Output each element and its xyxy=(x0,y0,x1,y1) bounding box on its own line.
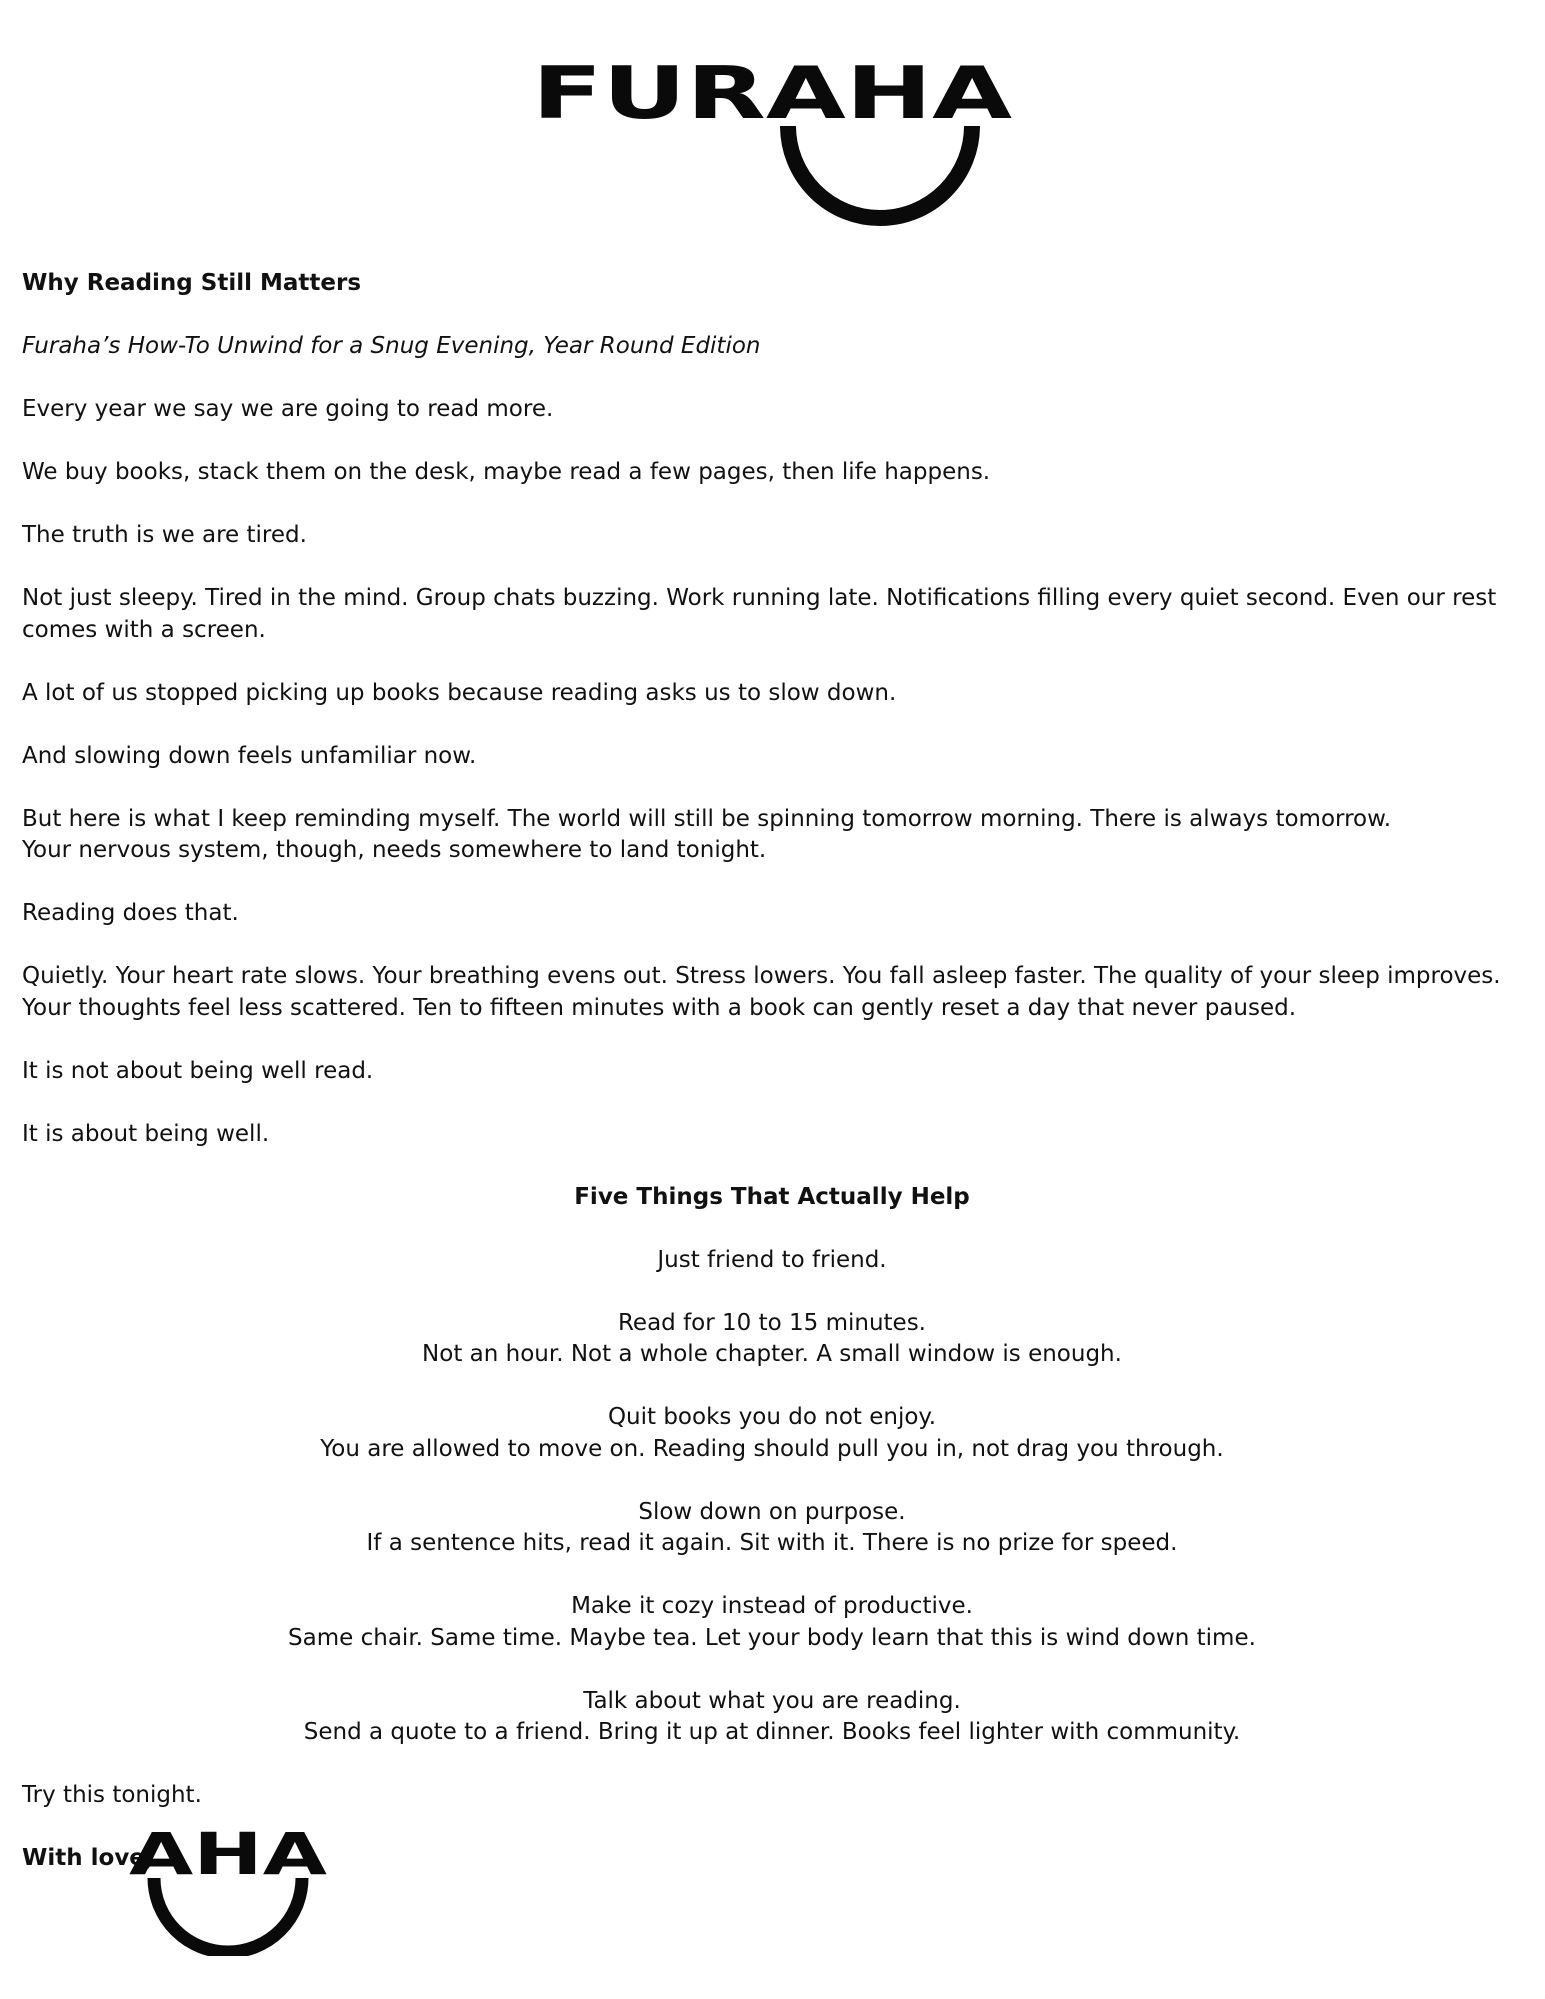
paragraph: Quietly. Your heart rate slows. Your breathing evens out. Stress lowers. You fall asleep faster. The quality of your sleep improves. Your thoughts feel less scattered. Ten to fifteen minutes with a book can gently reset a day that never paused. xyxy=(22,963,1501,1021)
tip-title: Slow down on purpose. xyxy=(638,1498,906,1525)
paragraph: A lot of us stopped picking up books because reading asks us to slow down. xyxy=(22,679,897,706)
tips-heading: Five Things That Actually Help xyxy=(574,1183,970,1210)
paragraph: We buy books, stack them on the desk, maybe read a few pages, then life happens. xyxy=(22,459,991,485)
paragraph: Every year we say we are going to read more. xyxy=(22,396,554,422)
logo-smile-arc xyxy=(788,126,972,218)
tip-title: Talk about what you are reading. xyxy=(583,1687,961,1714)
furaha-logo xyxy=(530,60,1015,230)
signature-smile-arc xyxy=(154,1878,302,1952)
aha-signature-logo xyxy=(128,1826,328,1956)
closing-cta: Try this tonight. xyxy=(22,1782,202,1808)
paragraph: Reading does that. xyxy=(22,900,239,926)
tips-subheading: Just friend to friend. xyxy=(657,1246,887,1273)
signature-wordmark: AHA xyxy=(129,1826,328,1888)
tip-item xyxy=(22,1308,1522,1371)
paragraph: It is not about being well read. xyxy=(22,1057,374,1084)
article-subtitle: Furaha’s How-To Unwind for a Snug Evening, Year Round Edition xyxy=(22,333,761,359)
tip-title: Read for 10 to 15 minutes. xyxy=(617,1309,926,1336)
paragraph: It is about being well. xyxy=(22,1120,270,1147)
paragraph: The truth is we are tired. xyxy=(22,522,307,548)
tip-body: You are allowed to move on. Reading should pull you in, not drag you through. xyxy=(320,1435,1224,1462)
tip-item xyxy=(22,1686,1522,1749)
tip-title: Quit books you do not enjoy. xyxy=(607,1404,937,1430)
signoff: With love, xyxy=(22,1845,154,1871)
paragraph: Not just sleepy. Tired in the mind. Group chats buzzing. Work running late. Notifications filling every quiet second. Even our rest comes with a screen. xyxy=(22,585,1497,643)
paragraph: And slowing down feels unfamiliar now. xyxy=(22,742,477,769)
tip-item xyxy=(22,1497,1522,1560)
paragraph-line: Your nervous system, though, needs somewhere to land tonight. xyxy=(22,837,767,863)
tip-title: Make it cozy instead of productive. xyxy=(571,1593,973,1619)
tip-body: If a sentence hits, read it again. Sit with it. There is no prize for speed. xyxy=(366,1530,1178,1556)
paragraph-line: But here is what I keep reminding myself. The world will still be spinning tomorrow morning. There is always tomorrow. xyxy=(22,805,1392,832)
logo-wordmark: FURAHA xyxy=(532,60,1013,135)
tip-item xyxy=(22,1402,1522,1465)
article-title: Why Reading Still Matters xyxy=(22,270,362,296)
tip-item xyxy=(22,1591,1522,1654)
tip-body: Send a quote to a friend. Bring it up at dinner. Books feel lighter with community. xyxy=(303,1719,1241,1745)
article-body xyxy=(22,268,1522,1906)
paragraph xyxy=(22,804,1522,867)
tip-body: Not an hour. Not a whole chapter. A small window is enough. xyxy=(422,1341,1122,1367)
tip-body: Same chair. Same time. Maybe tea. Let your body learn that this is wind down time. xyxy=(288,1624,1256,1651)
